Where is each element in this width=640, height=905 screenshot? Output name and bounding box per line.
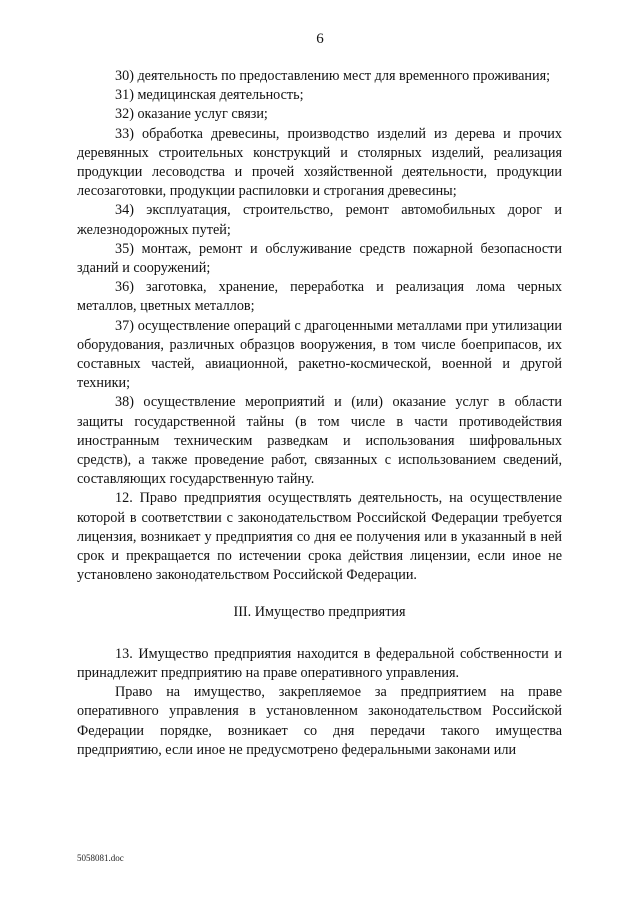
section-heading: III. Имущество предприятия — [233, 604, 406, 621]
list-item-31: 31) медицинская деятельность; — [115, 87, 304, 104]
page-number: 6 — [316, 31, 324, 47]
list-item-32: 32) оказание услуг связи; — [115, 106, 268, 123]
list-item-38: 38) осуществление мероприятий и (или) оказание услуг в области защиты государственной тайны (в том числе в части противодействия иностранным техническим разведкам и использования шифровальных средств), а также проведение работ, связанных с использованием сведений, составляющих государственную тайну. — [77, 394, 562, 488]
clause-13: 13. Имущество предприятия находится в федеральной собственности и принадлежит предприятию на праве оперативного управления. — [77, 645, 562, 681]
list-item-33: 33) обработка древесины, производство изделий из дерева и прочих деревянных строительных конструкций и столярных изделий, реализация продукции лесоводства и прочей хозяйственной деятельности, продукции лесозаготовки, продукции распиловки и строгания древесины; — [77, 125, 562, 200]
clause-12: 12. Право предприятия осуществлять деятельность, на осуществление которой в соответствии с законодательством Российской Федерации требуется лицензия, возникает у предприятия со дня ее получения или в указанный в ней срок и прекращается по истечении срока действия лицензии, если иное не установлено законодательством Российской Федерации. — [77, 490, 562, 584]
list-item-34: 34) эксплуатация, строительство, ремонт автомобильных дорог и железнодорожных путей; — [77, 202, 562, 238]
document-body — [77, 67, 562, 760]
clause-13-continuation: Право на имущество, закрепляемое за предприятием на праве оперативного управления в установленном законодательством Российской Федерации порядке, возникает со дня передачи такого имущества предприятию, если иное не предусмотрено федеральными законами или — [77, 684, 562, 758]
list-item-30: 30) деятельность по предоставлению мест для временного проживания; — [115, 68, 551, 84]
footer-file-code: 5058081.doc — [77, 853, 124, 863]
list-item-35: 35) монтаж, ремонт и обслуживание средств пожарной безопасности зданий и сооружений; — [77, 240, 562, 277]
list-item-36: 36) заготовка, хранение, переработка и реализация лома черных металлов, цветных металлов; — [77, 279, 562, 315]
list-item-37: 37) осуществление операций с драгоценными металлами при утилизации оборудования, различных образцов вооружения, в том числе боеприпасов, их составных частей, авиационной, ракетно-космической, военной и другой техники; — [77, 317, 562, 392]
